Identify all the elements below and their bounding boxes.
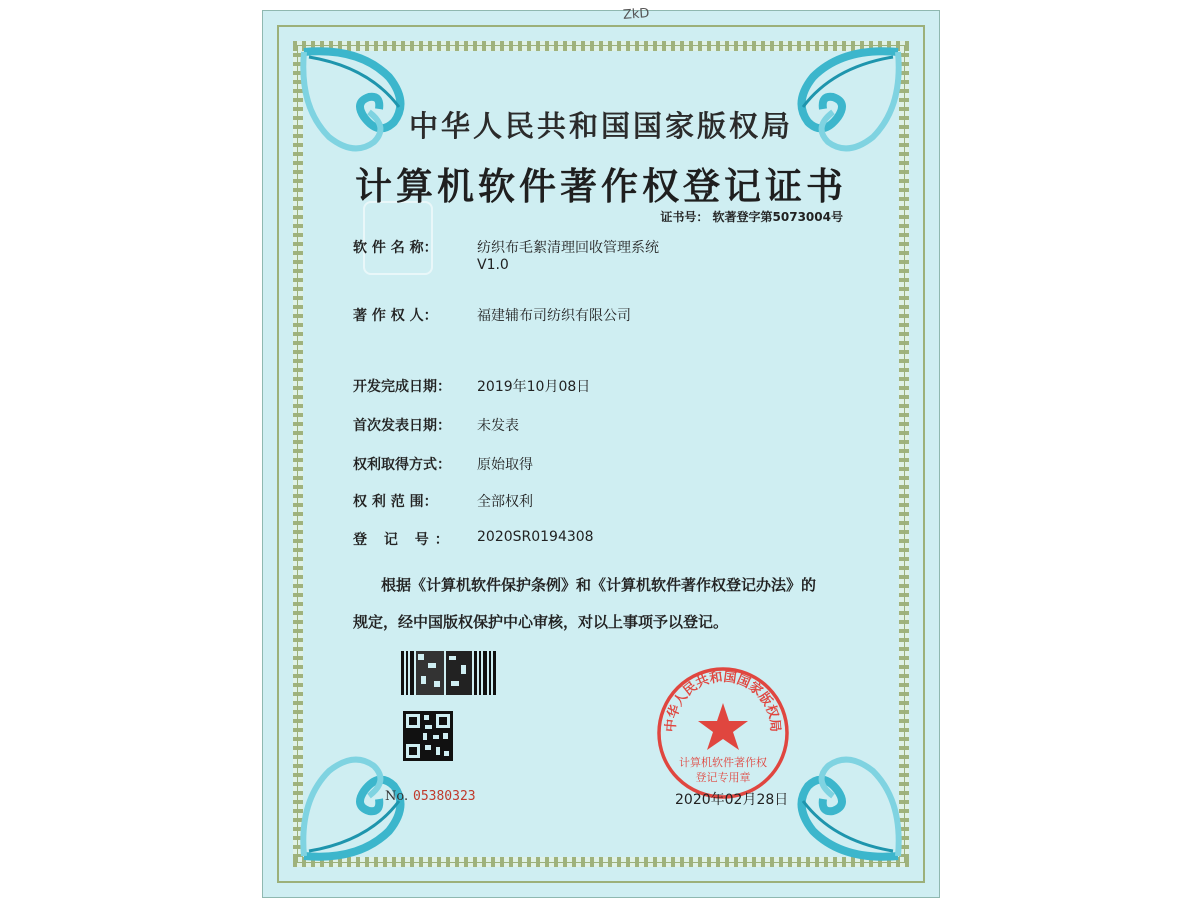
copyright-holder-label: 著 作 权 人： bbox=[353, 308, 438, 324]
acquisition-method-value: 原始取得 bbox=[477, 457, 533, 473]
statement-line-1: 根据《计算机软件保护条例》和《计算机软件著作权登记办法》的 bbox=[381, 576, 817, 594]
publication-date-label: 首次发表日期： bbox=[353, 418, 451, 434]
seal-line-1: 计算机软件著作权 bbox=[679, 756, 767, 769]
barcode bbox=[401, 651, 497, 695]
rights-scope-value: 全部权利 bbox=[477, 494, 533, 510]
qr-code bbox=[403, 711, 453, 761]
registration-number-label: 登 记 号： bbox=[353, 532, 455, 548]
completion-date-value: 2019年10月08日 bbox=[477, 379, 591, 395]
completion-date-label: 开发完成日期： bbox=[353, 379, 451, 395]
certificate bbox=[262, 6, 940, 898]
seal-arc-text: 中华人民共和国国家版权局 bbox=[663, 669, 783, 733]
acquisition-method-label: 权利取得方式： bbox=[353, 457, 451, 473]
software-name-label: 软 件 名 称： bbox=[353, 240, 438, 256]
registration-number-value: 2020SR0194308 bbox=[477, 529, 594, 545]
software-version-value: V1.0 bbox=[477, 257, 509, 273]
publication-date-value: 未发表 bbox=[477, 418, 519, 434]
certificate-number: 证书号： 软著登字第5073004号 bbox=[660, 210, 843, 224]
serial-number: 05380323 bbox=[413, 789, 476, 804]
seal-star-icon bbox=[698, 703, 748, 750]
official-seal bbox=[653, 663, 793, 803]
software-name-value: 纺织布毛絮清理回收管理系统 bbox=[477, 240, 659, 256]
rights-scope-label: 权 利 范 围： bbox=[353, 494, 438, 510]
serial-prefix: No. bbox=[385, 789, 409, 804]
certificate-title: 计算机软件著作权登记证书 bbox=[355, 164, 847, 208]
issuer-name: 中华人民共和国国家版权局 bbox=[408, 109, 793, 143]
handwritten-mark: ZkD bbox=[622, 6, 650, 23]
statement-line-2: 规定，经中国版权保护中心审核，对以上事项予以登记。 bbox=[353, 613, 729, 631]
copyright-holder-value: 福建辅布司纺织有限公司 bbox=[477, 308, 631, 324]
issue-date: 2020年02月28日 bbox=[675, 792, 789, 808]
seal-line-2: 登记专用章 bbox=[695, 771, 751, 784]
